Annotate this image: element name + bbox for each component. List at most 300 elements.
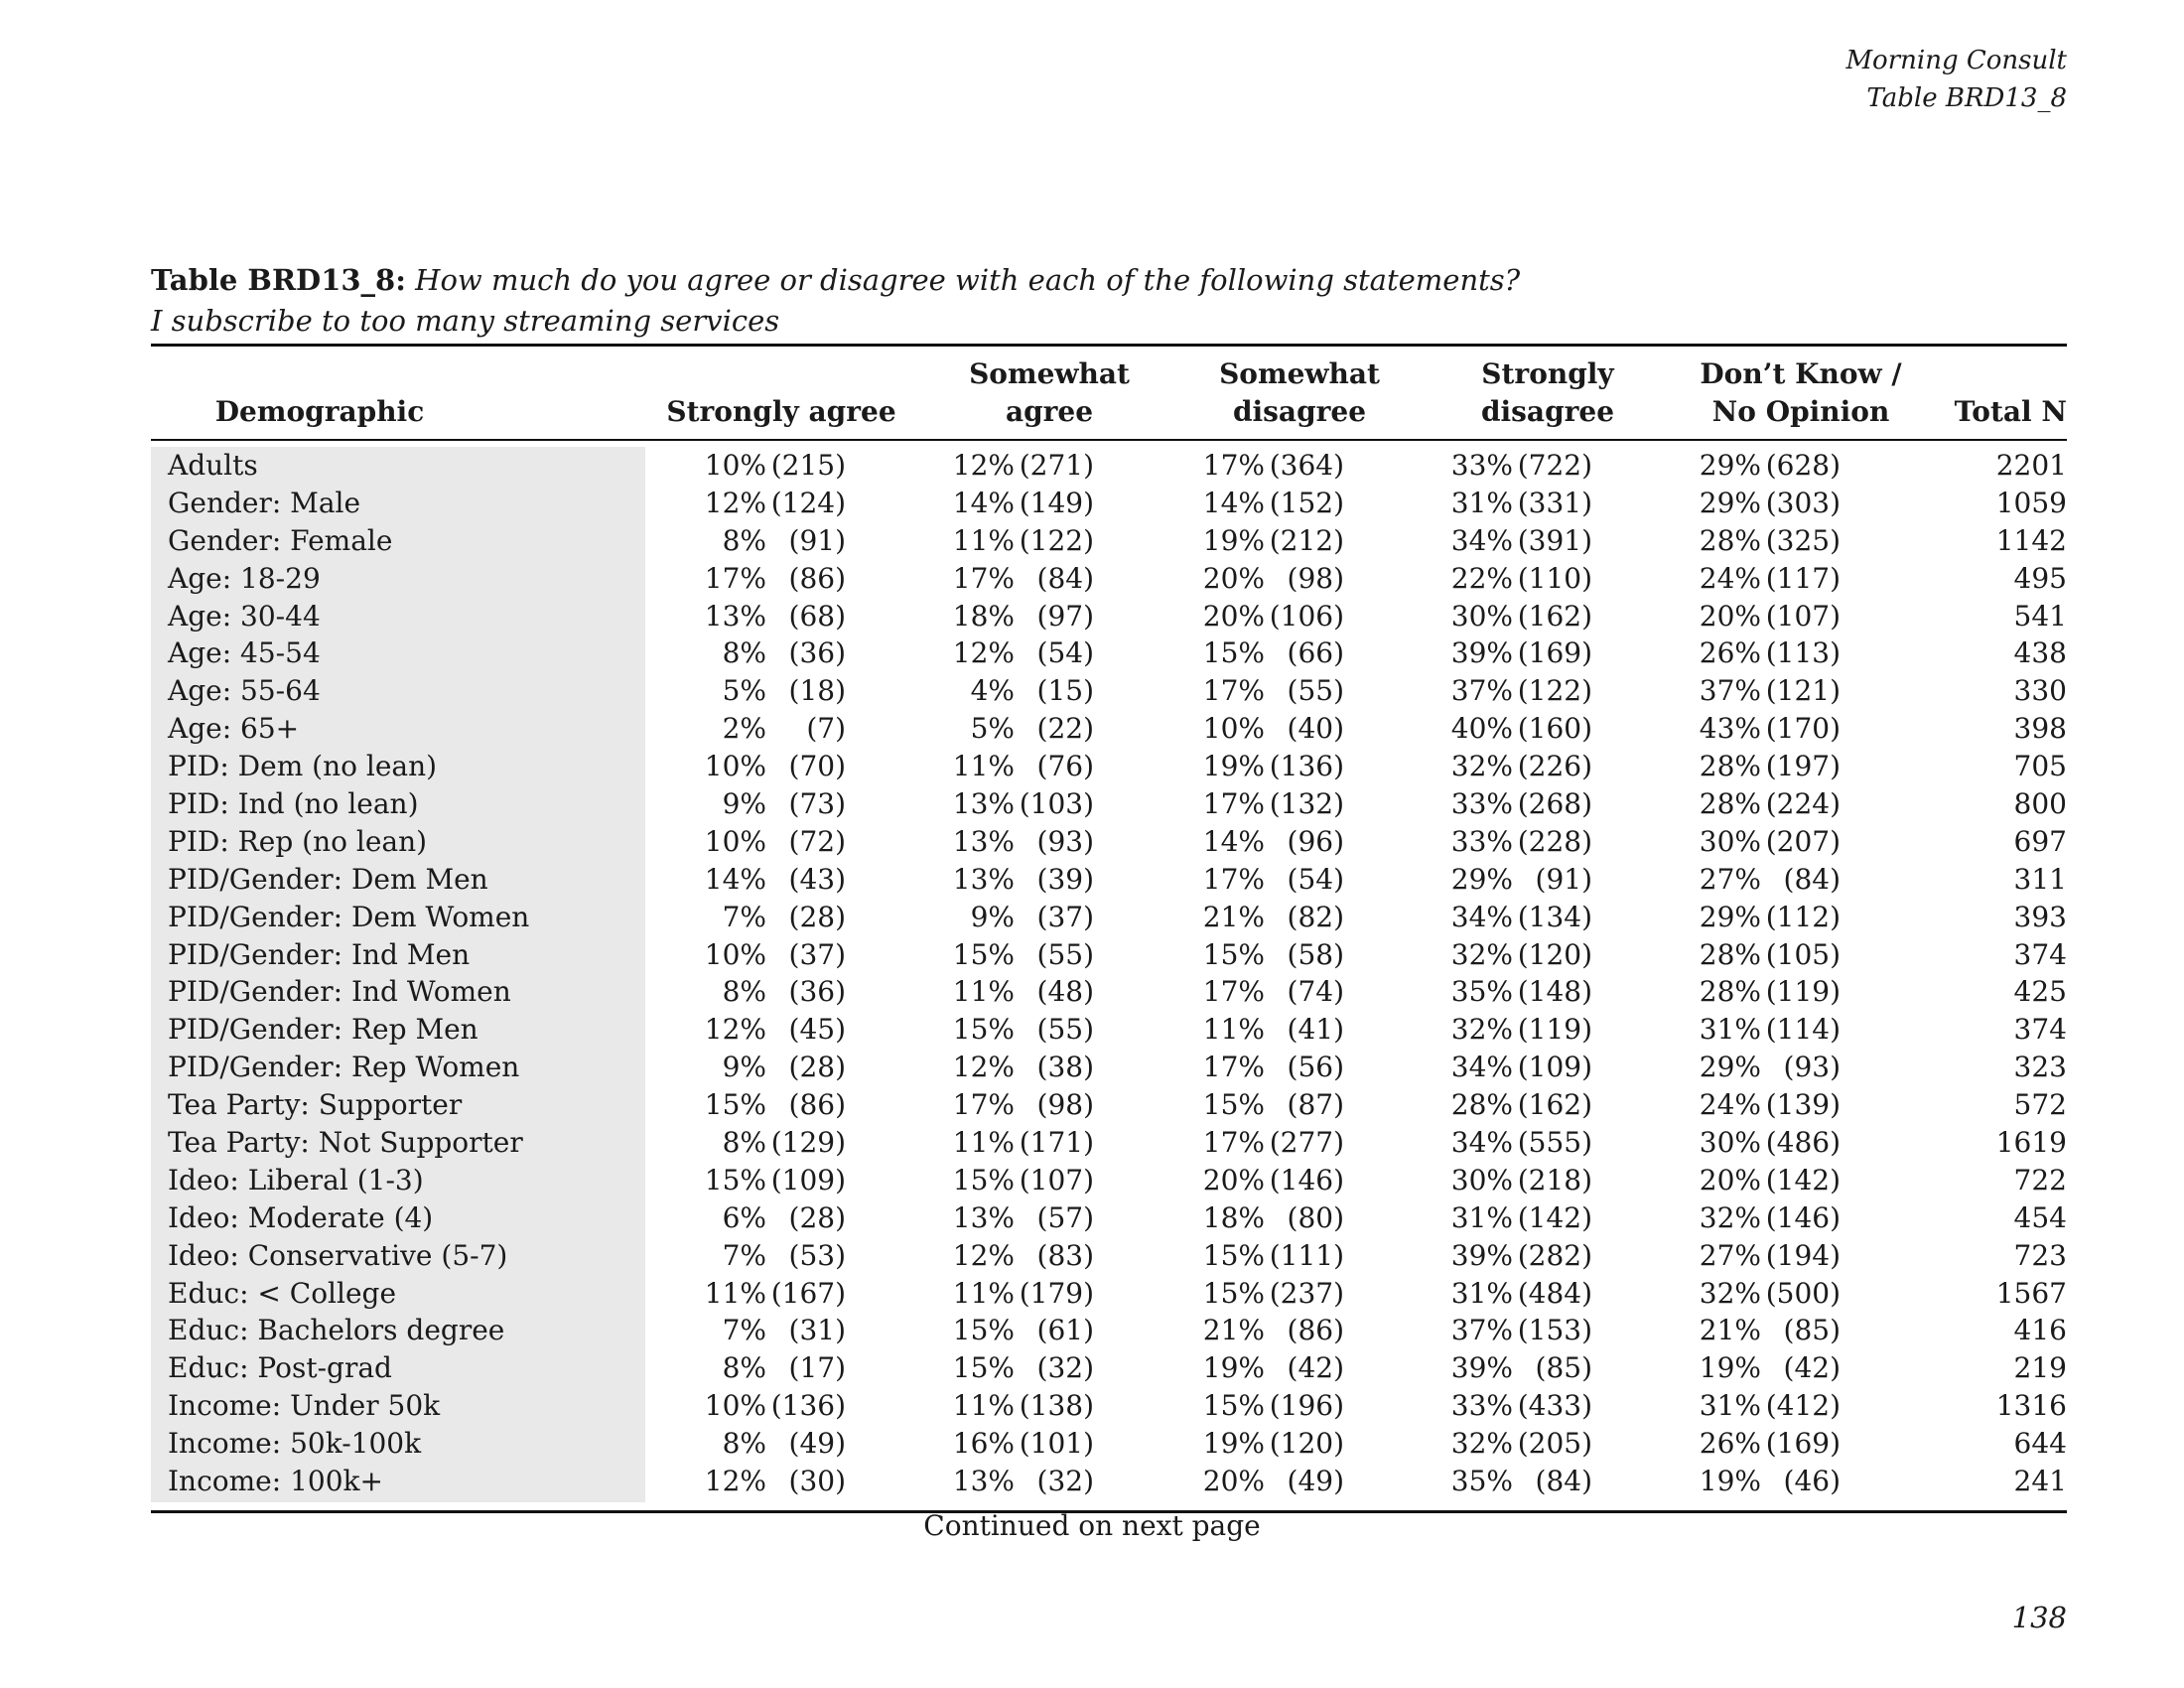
cell-somewhat-agree-pct: 15% <box>952 1013 1015 1047</box>
cell-strongly-disagree-pct: 37% <box>1450 674 1513 708</box>
cell-somewhat-agree-n: (48) <box>1036 975 1094 1009</box>
table-header-rule <box>151 439 2067 441</box>
cell-somewhat-agree-n: (98) <box>1036 1088 1094 1122</box>
cell-strongly-disagree-pct: 40% <box>1450 712 1513 746</box>
cell-dont-know-n: (46) <box>1783 1465 1841 1498</box>
table-row <box>151 1237 2067 1275</box>
cell-strongly-disagree-pct: 39% <box>1450 1238 1513 1272</box>
cell-strongly-agree-n: (86) <box>788 1088 846 1122</box>
cell-dont-know-pct: 28% <box>1699 975 1761 1009</box>
cell-dont-know-pct: 27% <box>1699 1238 1761 1272</box>
cell-somewhat-agree-n: (103) <box>1019 787 1094 821</box>
cell-strongly-disagree-pct: 35% <box>1450 975 1513 1009</box>
cell-somewhat-agree-n: (32) <box>1036 1465 1094 1498</box>
cell-somewhat-disagree-n: (364) <box>1269 449 1344 482</box>
cell-dont-know-pct: 31% <box>1699 1013 1761 1047</box>
cell-somewhat-agree-pct: 18% <box>952 599 1015 633</box>
cell-strongly-disagree-pct: 31% <box>1450 486 1513 519</box>
cell-somewhat-agree-pct: 11% <box>952 975 1015 1009</box>
cell-strongly-disagree-n: (391) <box>1517 523 1592 557</box>
cell-total-n: 705 <box>2013 750 2067 783</box>
cell-strongly-agree-n: (73) <box>788 787 846 821</box>
cell-total-n: 454 <box>2013 1200 2067 1234</box>
cell-strongly-disagree-n: (148) <box>1517 975 1592 1009</box>
cell-strongly-agree-n: (18) <box>788 674 846 708</box>
cell-dont-know-n: (112) <box>1765 900 1841 933</box>
cell-somewhat-agree-n: (57) <box>1036 1200 1094 1234</box>
cell-strongly-agree-n: (124) <box>770 486 846 519</box>
cell-strongly-agree-pct: 7% <box>722 1238 766 1272</box>
cell-somewhat-disagree-n: (111) <box>1269 1238 1344 1272</box>
cell-total-n: 1567 <box>1995 1276 2067 1310</box>
cell-strongly-disagree-pct: 33% <box>1450 449 1513 482</box>
cell-strongly-agree-pct: 15% <box>704 1088 766 1122</box>
cell-dont-know-n: (114) <box>1765 1013 1841 1047</box>
cell-somewhat-disagree-pct: 21% <box>1202 1314 1265 1347</box>
cell-somewhat-disagree-pct: 17% <box>1202 449 1265 482</box>
cell-strongly-agree-pct: 5% <box>722 674 766 708</box>
table-row <box>151 936 2067 974</box>
cell-somewhat-agree-n: (179) <box>1019 1276 1094 1310</box>
table-statement: I subscribe to too many streaming services <box>151 304 780 338</box>
cell-somewhat-agree-n: (37) <box>1036 900 1094 933</box>
cell-somewhat-agree-pct: 15% <box>952 1314 1015 1347</box>
cell-strongly-agree-pct: 12% <box>704 1013 766 1047</box>
cell-strongly-disagree-n: (85) <box>1535 1351 1592 1385</box>
table-row <box>151 1086 2067 1124</box>
cell-strongly-disagree-pct: 39% <box>1450 1351 1513 1385</box>
cell-somewhat-agree-n: (76) <box>1036 750 1094 783</box>
col-header-somewhat-agree: Somewhat agree <box>969 357 1130 428</box>
cell-dont-know-n: (303) <box>1765 486 1841 519</box>
cell-strongly-agree-n: (28) <box>788 1200 846 1234</box>
cell-strongly-disagree-pct: 32% <box>1450 1427 1513 1461</box>
cell-somewhat-disagree-n: (212) <box>1269 523 1344 557</box>
table-row <box>151 560 2067 598</box>
cell-somewhat-agree-n: (55) <box>1036 937 1094 971</box>
cell-strongly-disagree-n: (162) <box>1517 599 1592 633</box>
cell-dont-know-pct: 26% <box>1699 1427 1761 1461</box>
cell-dont-know-n: (412) <box>1765 1389 1841 1423</box>
cell-somewhat-disagree-n: (120) <box>1269 1427 1344 1461</box>
cell-demographic: PID/Gender: Ind Men <box>168 937 471 971</box>
cell-total-n: 311 <box>2013 862 2067 896</box>
cell-somewhat-disagree-n: (80) <box>1287 1200 1344 1234</box>
cell-strongly-agree-n: (68) <box>788 599 846 633</box>
cell-somewhat-agree-pct: 5% <box>970 712 1015 746</box>
cell-strongly-disagree-n: (110) <box>1517 561 1592 595</box>
cell-strongly-agree-pct: 8% <box>722 1126 766 1160</box>
cell-strongly-agree-n: (70) <box>788 750 846 783</box>
cell-somewhat-disagree-pct: 15% <box>1202 1238 1265 1272</box>
cell-demographic: Age: 65+ <box>168 712 300 746</box>
cell-dont-know-pct: 27% <box>1699 862 1761 896</box>
cell-somewhat-agree-pct: 12% <box>952 449 1015 482</box>
cell-total-n: 374 <box>2013 937 2067 971</box>
cell-strongly-disagree-pct: 32% <box>1450 750 1513 783</box>
cell-dont-know-n: (197) <box>1765 750 1841 783</box>
table-row <box>151 1199 2067 1237</box>
cell-strongly-disagree-pct: 31% <box>1450 1276 1513 1310</box>
cell-somewhat-agree-pct: 15% <box>952 1351 1015 1385</box>
cell-demographic: Educ: Bachelors degree <box>168 1314 505 1347</box>
cell-total-n: 644 <box>2013 1427 2067 1461</box>
cell-strongly-disagree-n: (160) <box>1517 712 1592 746</box>
cell-dont-know-n: (224) <box>1765 787 1841 821</box>
cell-somewhat-agree-n: (101) <box>1019 1427 1094 1461</box>
cell-strongly-disagree-n: (122) <box>1517 674 1592 708</box>
cell-demographic: PID/Gender: Dem Men <box>168 862 488 896</box>
cell-strongly-agree-pct: 2% <box>722 712 766 746</box>
cell-demographic: PID: Ind (no lean) <box>168 787 419 821</box>
cell-demographic: Educ: Post-grad <box>168 1351 392 1385</box>
cell-strongly-agree-pct: 10% <box>704 750 766 783</box>
cell-dont-know-n: (119) <box>1765 975 1841 1009</box>
cell-demographic: Age: 30-44 <box>168 599 321 633</box>
cell-dont-know-n: (169) <box>1765 1427 1841 1461</box>
cell-somewhat-disagree-n: (58) <box>1287 937 1344 971</box>
cell-total-n: 425 <box>2013 975 2067 1009</box>
cell-strongly-disagree-pct: 34% <box>1450 1126 1513 1160</box>
cell-total-n: 541 <box>2013 599 2067 633</box>
table-row <box>151 899 2067 936</box>
cell-strongly-agree-pct: 12% <box>704 1465 766 1498</box>
cell-demographic: Ideo: Conservative (5-7) <box>168 1238 508 1272</box>
cell-somewhat-disagree-n: (56) <box>1287 1051 1344 1084</box>
cell-somewhat-disagree-pct: 20% <box>1202 599 1265 633</box>
cell-strongly-disagree-pct: 30% <box>1450 599 1513 633</box>
cell-somewhat-agree-n: (138) <box>1019 1389 1094 1423</box>
cell-somewhat-agree-n: (171) <box>1019 1126 1094 1160</box>
cell-somewhat-disagree-pct: 15% <box>1202 937 1265 971</box>
cell-total-n: 374 <box>2013 1013 2067 1047</box>
cell-total-n: 398 <box>2013 712 2067 746</box>
cell-strongly-disagree-pct: 31% <box>1450 1200 1513 1234</box>
table-row <box>151 1425 2067 1463</box>
cell-dont-know-n: (628) <box>1765 449 1841 482</box>
cell-total-n: 1316 <box>1995 1389 2067 1423</box>
cell-demographic: Adults <box>168 449 258 482</box>
cell-somewhat-disagree-pct: 14% <box>1202 824 1265 858</box>
cell-strongly-disagree-n: (109) <box>1517 1051 1592 1084</box>
cell-somewhat-agree-pct: 9% <box>970 900 1015 933</box>
cell-dont-know-n: (207) <box>1765 824 1841 858</box>
cell-total-n: 438 <box>2013 636 2067 670</box>
cell-dont-know-n: (107) <box>1765 599 1841 633</box>
cell-strongly-disagree-n: (218) <box>1517 1163 1592 1196</box>
cell-strongly-disagree-pct: 39% <box>1450 636 1513 670</box>
cell-somewhat-agree-pct: 17% <box>952 1088 1015 1122</box>
cell-strongly-disagree-n: (142) <box>1517 1200 1592 1234</box>
table-body <box>151 447 2067 1500</box>
cell-somewhat-agree-pct: 11% <box>952 750 1015 783</box>
table-title-label: Table BRD13_8: <box>151 263 406 297</box>
cell-somewhat-disagree-pct: 19% <box>1202 523 1265 557</box>
cell-somewhat-agree-n: (32) <box>1036 1351 1094 1385</box>
cell-demographic: Tea Party: Not Supporter <box>168 1126 523 1160</box>
cell-somewhat-agree-n: (38) <box>1036 1051 1094 1084</box>
cell-total-n: 330 <box>2013 674 2067 708</box>
col-header-strongly-agree: Strongly agree <box>666 395 896 428</box>
cell-strongly-agree-n: (36) <box>788 975 846 1009</box>
table-row <box>151 1387 2067 1425</box>
cell-strongly-disagree-n: (268) <box>1517 787 1592 821</box>
cell-dont-know-n: (113) <box>1765 636 1841 670</box>
cell-strongly-agree-n: (129) <box>770 1126 846 1160</box>
cell-strongly-disagree-pct: 29% <box>1450 862 1513 896</box>
cell-somewhat-disagree-pct: 17% <box>1202 862 1265 896</box>
cell-somewhat-agree-n: (97) <box>1036 599 1094 633</box>
cell-strongly-disagree-n: (153) <box>1517 1314 1592 1347</box>
cell-strongly-disagree-n: (555) <box>1517 1126 1592 1160</box>
cell-somewhat-agree-n: (61) <box>1036 1314 1094 1347</box>
table-row <box>151 710 2067 748</box>
cell-somewhat-agree-n: (83) <box>1036 1238 1094 1272</box>
cell-somewhat-agree-pct: 13% <box>952 1200 1015 1234</box>
cell-somewhat-disagree-pct: 15% <box>1202 636 1265 670</box>
cell-somewhat-disagree-pct: 19% <box>1202 1427 1265 1461</box>
cell-dont-know-pct: 19% <box>1699 1351 1761 1385</box>
cell-demographic: PID: Rep (no lean) <box>168 824 428 858</box>
cell-demographic: Income: 50k-100k <box>168 1427 422 1461</box>
cell-strongly-disagree-n: (84) <box>1535 1465 1592 1498</box>
cell-somewhat-agree-n: (122) <box>1019 523 1094 557</box>
cell-strongly-disagree-pct: 34% <box>1450 523 1513 557</box>
cell-strongly-disagree-n: (226) <box>1517 750 1592 783</box>
cell-total-n: 2201 <box>1995 449 2067 482</box>
cell-strongly-disagree-n: (228) <box>1517 824 1592 858</box>
cell-strongly-disagree-pct: 30% <box>1450 1163 1513 1196</box>
cell-strongly-agree-pct: 8% <box>722 523 766 557</box>
col-header-somewhat-disagree: Somewhat disagree <box>1219 357 1380 428</box>
cell-somewhat-disagree-n: (86) <box>1287 1314 1344 1347</box>
cell-total-n: 219 <box>2013 1351 2067 1385</box>
cell-dont-know-n: (194) <box>1765 1238 1841 1272</box>
cell-dont-know-n: (486) <box>1765 1126 1841 1160</box>
cell-somewhat-disagree-n: (55) <box>1287 674 1344 708</box>
cell-strongly-agree-n: (17) <box>788 1351 846 1385</box>
cell-total-n: 723 <box>2013 1238 2067 1272</box>
cell-somewhat-disagree-n: (74) <box>1287 975 1344 1009</box>
cell-somewhat-disagree-pct: 10% <box>1202 712 1265 746</box>
cell-strongly-agree-pct: 9% <box>722 1051 766 1084</box>
cell-somewhat-disagree-n: (106) <box>1269 599 1344 633</box>
cell-strongly-disagree-pct: 33% <box>1450 1389 1513 1423</box>
cell-somewhat-agree-pct: 13% <box>952 862 1015 896</box>
cell-strongly-agree-n: (136) <box>770 1389 846 1423</box>
cell-somewhat-agree-pct: 11% <box>952 523 1015 557</box>
cell-somewhat-disagree-pct: 20% <box>1202 1163 1265 1196</box>
cell-strongly-disagree-n: (162) <box>1517 1088 1592 1122</box>
cell-dont-know-n: (142) <box>1765 1163 1841 1196</box>
cell-somewhat-agree-pct: 16% <box>952 1427 1015 1461</box>
cell-dont-know-n: (85) <box>1783 1314 1841 1347</box>
cell-total-n: 495 <box>2013 561 2067 595</box>
cell-strongly-agree-pct: 10% <box>704 937 766 971</box>
table-row <box>151 1124 2067 1162</box>
cell-strongly-agree-pct: 15% <box>704 1163 766 1196</box>
cell-somewhat-agree-n: (93) <box>1036 824 1094 858</box>
cell-strongly-agree-n: (215) <box>770 449 846 482</box>
cell-total-n: 722 <box>2013 1163 2067 1196</box>
cell-strongly-disagree-n: (282) <box>1517 1238 1592 1272</box>
col-header-total-n: Total N <box>1954 395 2067 428</box>
cell-somewhat-disagree-pct: 18% <box>1202 1200 1265 1234</box>
cell-strongly-agree-n: (109) <box>770 1163 846 1196</box>
cell-somewhat-disagree-n: (49) <box>1287 1465 1344 1498</box>
cell-somewhat-disagree-pct: 17% <box>1202 674 1265 708</box>
cell-strongly-agree-n: (28) <box>788 900 846 933</box>
cell-strongly-disagree-n: (120) <box>1517 937 1592 971</box>
table-row <box>151 1162 2067 1199</box>
cell-strongly-agree-n: (49) <box>788 1427 846 1461</box>
page-number: 138 <box>2011 1601 2067 1634</box>
cell-strongly-agree-pct: 10% <box>704 824 766 858</box>
table-row <box>151 973 2067 1011</box>
table-row <box>151 598 2067 635</box>
cell-strongly-agree-n: (86) <box>788 561 846 595</box>
cell-strongly-disagree-pct: 32% <box>1450 1013 1513 1047</box>
cell-somewhat-agree-pct: 4% <box>970 674 1015 708</box>
cell-total-n: 1059 <box>1995 486 2067 519</box>
cell-total-n: 416 <box>2013 1314 2067 1347</box>
table-row <box>151 861 2067 899</box>
cell-somewhat-disagree-pct: 17% <box>1202 975 1265 1009</box>
cell-somewhat-disagree-n: (96) <box>1287 824 1344 858</box>
cell-strongly-disagree-n: (484) <box>1517 1276 1592 1310</box>
cell-strongly-disagree-n: (169) <box>1517 636 1592 670</box>
cell-strongly-disagree-n: (433) <box>1517 1389 1592 1423</box>
cell-somewhat-disagree-pct: 14% <box>1202 486 1265 519</box>
cell-strongly-agree-pct: 8% <box>722 1427 766 1461</box>
table-title <box>151 260 1520 342</box>
cell-somewhat-agree-n: (54) <box>1036 636 1094 670</box>
cell-demographic: PID/Gender: Dem Women <box>168 900 530 933</box>
cell-dont-know-pct: 30% <box>1699 1126 1761 1160</box>
cell-dont-know-pct: 31% <box>1699 1389 1761 1423</box>
cell-strongly-agree-pct: 11% <box>704 1276 766 1310</box>
cell-somewhat-disagree-n: (98) <box>1287 561 1344 595</box>
table-row <box>151 1011 2067 1049</box>
cell-total-n: 800 <box>2013 787 2067 821</box>
cell-strongly-disagree-pct: 34% <box>1450 1051 1513 1084</box>
cell-dont-know-pct: 30% <box>1699 824 1761 858</box>
cell-total-n: 241 <box>2013 1465 2067 1498</box>
cell-dont-know-pct: 32% <box>1699 1200 1761 1234</box>
cell-somewhat-disagree-n: (40) <box>1287 712 1344 746</box>
cell-strongly-disagree-pct: 28% <box>1450 1088 1513 1122</box>
cell-demographic: Gender: Female <box>168 523 393 557</box>
cell-strongly-disagree-pct: 37% <box>1450 1314 1513 1347</box>
cell-strongly-agree-pct: 13% <box>704 599 766 633</box>
cell-dont-know-n: (105) <box>1765 937 1841 971</box>
cell-dont-know-pct: 21% <box>1699 1314 1761 1347</box>
cell-dont-know-pct: 20% <box>1699 1163 1761 1196</box>
cell-dont-know-pct: 29% <box>1699 1051 1761 1084</box>
cell-somewhat-disagree-pct: 21% <box>1202 900 1265 933</box>
cell-somewhat-agree-pct: 15% <box>952 937 1015 971</box>
table-row <box>151 748 2067 785</box>
cell-dont-know-pct: 32% <box>1699 1276 1761 1310</box>
col-header-dont-know: Don’t Know / No Opinion <box>1700 357 1902 428</box>
cell-dont-know-n: (42) <box>1783 1351 1841 1385</box>
cell-strongly-agree-pct: 8% <box>722 1351 766 1385</box>
cell-somewhat-disagree-pct: 17% <box>1202 1051 1265 1084</box>
cell-strongly-agree-pct: 8% <box>722 636 766 670</box>
cell-dont-know-pct: 37% <box>1699 674 1761 708</box>
page-header <box>1845 42 2067 117</box>
cell-somewhat-disagree-pct: 17% <box>1202 787 1265 821</box>
cell-somewhat-disagree-n: (196) <box>1269 1389 1344 1423</box>
table-row <box>151 1275 2067 1313</box>
cell-dont-know-pct: 28% <box>1699 787 1761 821</box>
cell-somewhat-disagree-pct: 15% <box>1202 1276 1265 1310</box>
cell-strongly-agree-n: (37) <box>788 937 846 971</box>
cell-dont-know-pct: 19% <box>1699 1465 1761 1498</box>
cell-dont-know-pct: 43% <box>1699 712 1761 746</box>
cell-strongly-agree-n: (28) <box>788 1051 846 1084</box>
cell-strongly-disagree-pct: 33% <box>1450 824 1513 858</box>
table-row <box>151 447 2067 485</box>
cell-somewhat-agree-n: (84) <box>1036 561 1094 595</box>
cell-dont-know-pct: 29% <box>1699 449 1761 482</box>
cell-somewhat-disagree-pct: 11% <box>1202 1013 1265 1047</box>
cell-dont-know-pct: 24% <box>1699 1088 1761 1122</box>
cell-strongly-agree-pct: 9% <box>722 787 766 821</box>
table-row <box>151 1312 2067 1349</box>
cell-demographic: Age: 45-54 <box>168 636 321 670</box>
cell-strongly-disagree-n: (331) <box>1517 486 1592 519</box>
cell-demographic: Gender: Male <box>168 486 361 519</box>
cell-somewhat-agree-pct: 17% <box>952 561 1015 595</box>
cell-somewhat-disagree-n: (132) <box>1269 787 1344 821</box>
cell-strongly-agree-n: (167) <box>770 1276 846 1310</box>
cell-strongly-agree-n: (45) <box>788 1013 846 1047</box>
cell-strongly-disagree-pct: 34% <box>1450 900 1513 933</box>
cell-somewhat-disagree-pct: 19% <box>1202 1351 1265 1385</box>
cell-dont-know-n: (500) <box>1765 1276 1841 1310</box>
cell-strongly-agree-n: (36) <box>788 636 846 670</box>
cell-somewhat-disagree-n: (277) <box>1269 1126 1344 1160</box>
cell-somewhat-disagree-n: (237) <box>1269 1276 1344 1310</box>
header-table-id: Table BRD13_8 <box>1866 83 2067 113</box>
cell-strongly-disagree-n: (134) <box>1517 900 1592 933</box>
table-row <box>151 634 2067 672</box>
cell-somewhat-agree-pct: 12% <box>952 636 1015 670</box>
cell-somewhat-agree-pct: 14% <box>952 486 1015 519</box>
header-org: Morning Consult <box>1845 46 2067 75</box>
cell-somewhat-agree-pct: 11% <box>952 1389 1015 1423</box>
cell-somewhat-disagree-pct: 19% <box>1202 750 1265 783</box>
cell-somewhat-disagree-n: (152) <box>1269 486 1344 519</box>
cell-strongly-disagree-n: (205) <box>1517 1427 1592 1461</box>
cell-dont-know-n: (170) <box>1765 712 1841 746</box>
cell-somewhat-disagree-n: (41) <box>1287 1013 1344 1047</box>
cell-strongly-agree-n: (7) <box>806 712 846 746</box>
cell-somewhat-agree-n: (22) <box>1036 712 1094 746</box>
table-question: How much do you agree or disagree with each of the following statements? <box>415 263 1521 297</box>
cell-dont-know-pct: 29% <box>1699 900 1761 933</box>
cell-dont-know-pct: 29% <box>1699 486 1761 519</box>
col-header-strongly-disagree: Strongly disagree <box>1480 357 1615 428</box>
cell-dont-know-pct: 28% <box>1699 523 1761 557</box>
cell-dont-know-n: (117) <box>1765 561 1841 595</box>
cell-dont-know-pct: 20% <box>1699 599 1761 633</box>
table-row <box>151 522 2067 560</box>
cell-somewhat-disagree-n: (66) <box>1287 636 1344 670</box>
cell-strongly-agree-n: (91) <box>788 523 846 557</box>
cell-dont-know-n: (139) <box>1765 1088 1841 1122</box>
